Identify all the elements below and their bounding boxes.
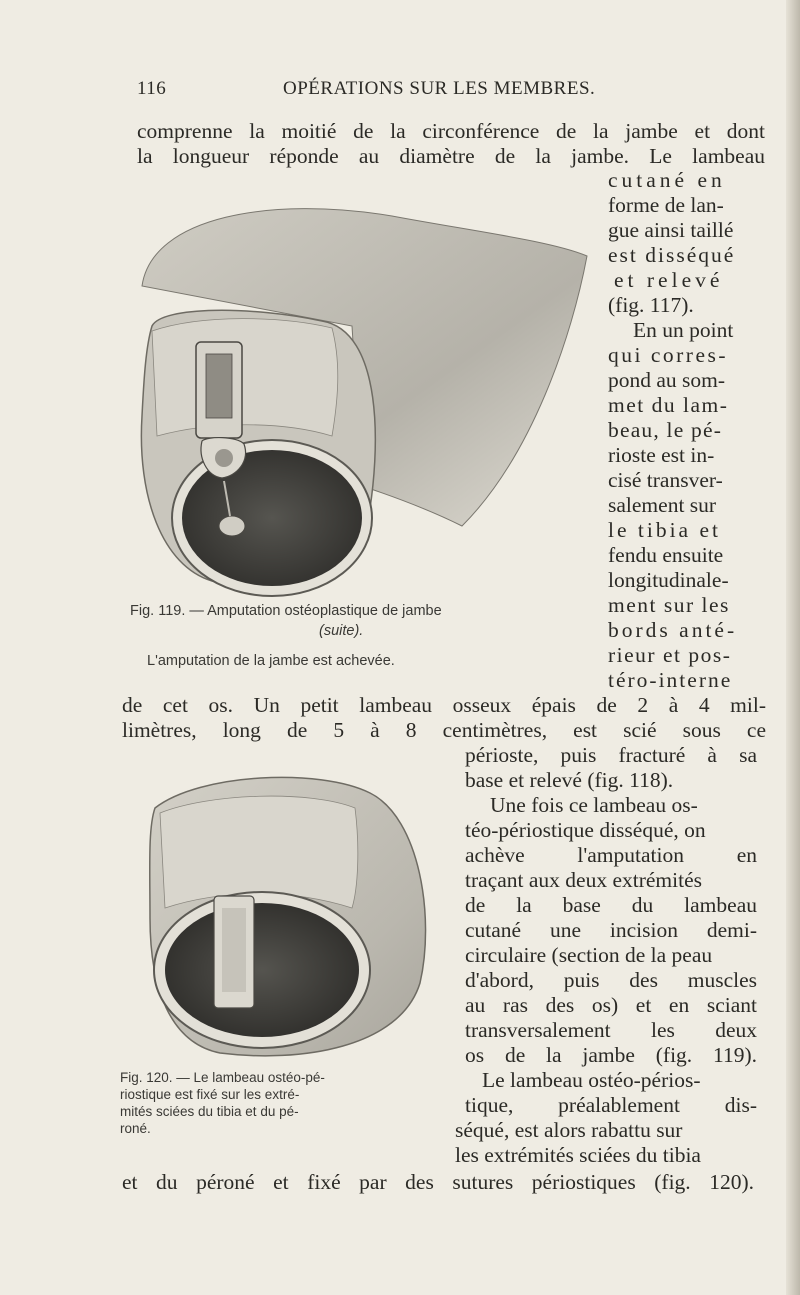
page-number: 116 (137, 78, 167, 99)
figure-120-caption: roné. (120, 1121, 151, 1136)
text-line: le tibia et (608, 518, 721, 542)
figure-120-caption: mités sciées du tibia et du pé- (120, 1104, 299, 1119)
text-line: bords anté- (608, 618, 738, 642)
text-line: périoste, puis fracturé à sa (465, 743, 757, 767)
text-line: ment sur les (608, 593, 730, 617)
text-line: comprenne la moitié de la circonférence de la jambe et dont (137, 119, 765, 143)
text-line: et du péroné et fixé par des sutures périostiques (fig. 120). (122, 1170, 754, 1194)
text-line: qui corres- (608, 343, 729, 367)
text-line: Le lambeau ostéo-périos- (482, 1068, 701, 1092)
figure-120-caption: Fig. 120. — Le lambeau ostéo-pé- (120, 1070, 325, 1085)
text-line: (fig. 117). (608, 293, 694, 317)
text-line: d'abord, puis des muscles (465, 968, 757, 992)
text-line: et relevé (614, 268, 724, 292)
text-line: gue ainsi taillé (608, 218, 734, 242)
text-line: téro-interne (608, 668, 733, 692)
text-line: os de la jambe (fig. 119). (465, 1043, 757, 1067)
text-line: transversalement les deux (465, 1018, 757, 1042)
text-line: En un point (633, 318, 734, 342)
text-line: forme de lan- (608, 193, 724, 217)
text-line: tique, préalablement dis- (465, 1093, 757, 1117)
text-line: Une fois ce lambeau os- (490, 793, 698, 817)
text-line: longitudinale- (608, 568, 729, 592)
text-line: beau, le pé- (608, 418, 723, 442)
text-line: la longueur réponde au diamètre de la jambe. Le lambeau (137, 144, 765, 168)
page-edge-shadow (786, 0, 800, 1295)
figure-119-caption: Fig. 119. — Amputation ostéoplastique de jambe (130, 603, 442, 619)
figure-119-illustration (132, 196, 592, 601)
text-line: traçant aux deux extrémités (465, 868, 702, 892)
text-line: est disséqué (608, 243, 736, 267)
figure-119-caption: (suite). (319, 623, 364, 639)
figure-119-caption: L'amputation de la jambe est achevée. (147, 653, 395, 669)
text-line: achève l'amputation en (465, 843, 757, 867)
text-line: de cet os. Un petit lambeau osseux épais de 2 à 4 mil- (122, 693, 766, 717)
text-line: rieur et pos- (608, 643, 732, 667)
text-line: téo-périostique disséqué, on (465, 818, 706, 842)
text-line: au ras des os) et en sciant (465, 993, 757, 1017)
figure-120-illustration (140, 768, 440, 1063)
text-line: limètres, long de 5 à 8 centimètres, est scié sous ce (122, 718, 766, 742)
text-line: circulaire (section de la peau (465, 943, 713, 967)
text-line: cisé transver- (608, 468, 723, 492)
text-line: fendu ensuite (608, 543, 724, 567)
figure-120-caption: riostique est fixé sur les extré- (120, 1087, 300, 1102)
text-line: base et relevé (fig. 118). (465, 768, 674, 792)
running-title: OPÉRATIONS SUR LES MEMBRES. (283, 78, 596, 99)
text-line: séqué, est alors rabattu sur (455, 1118, 683, 1142)
text-line: cutané en (608, 168, 726, 192)
text-line: les extrémités sciées du tibia (455, 1143, 701, 1167)
text-line: salement sur (608, 493, 717, 517)
text-line: met du lam- (608, 393, 729, 417)
text-line: cutané une incision demi- (465, 918, 757, 942)
text-line: pond au som- (608, 368, 726, 392)
text-line: rioste est in- (608, 443, 715, 467)
text-line: de la base du lambeau (465, 893, 757, 917)
